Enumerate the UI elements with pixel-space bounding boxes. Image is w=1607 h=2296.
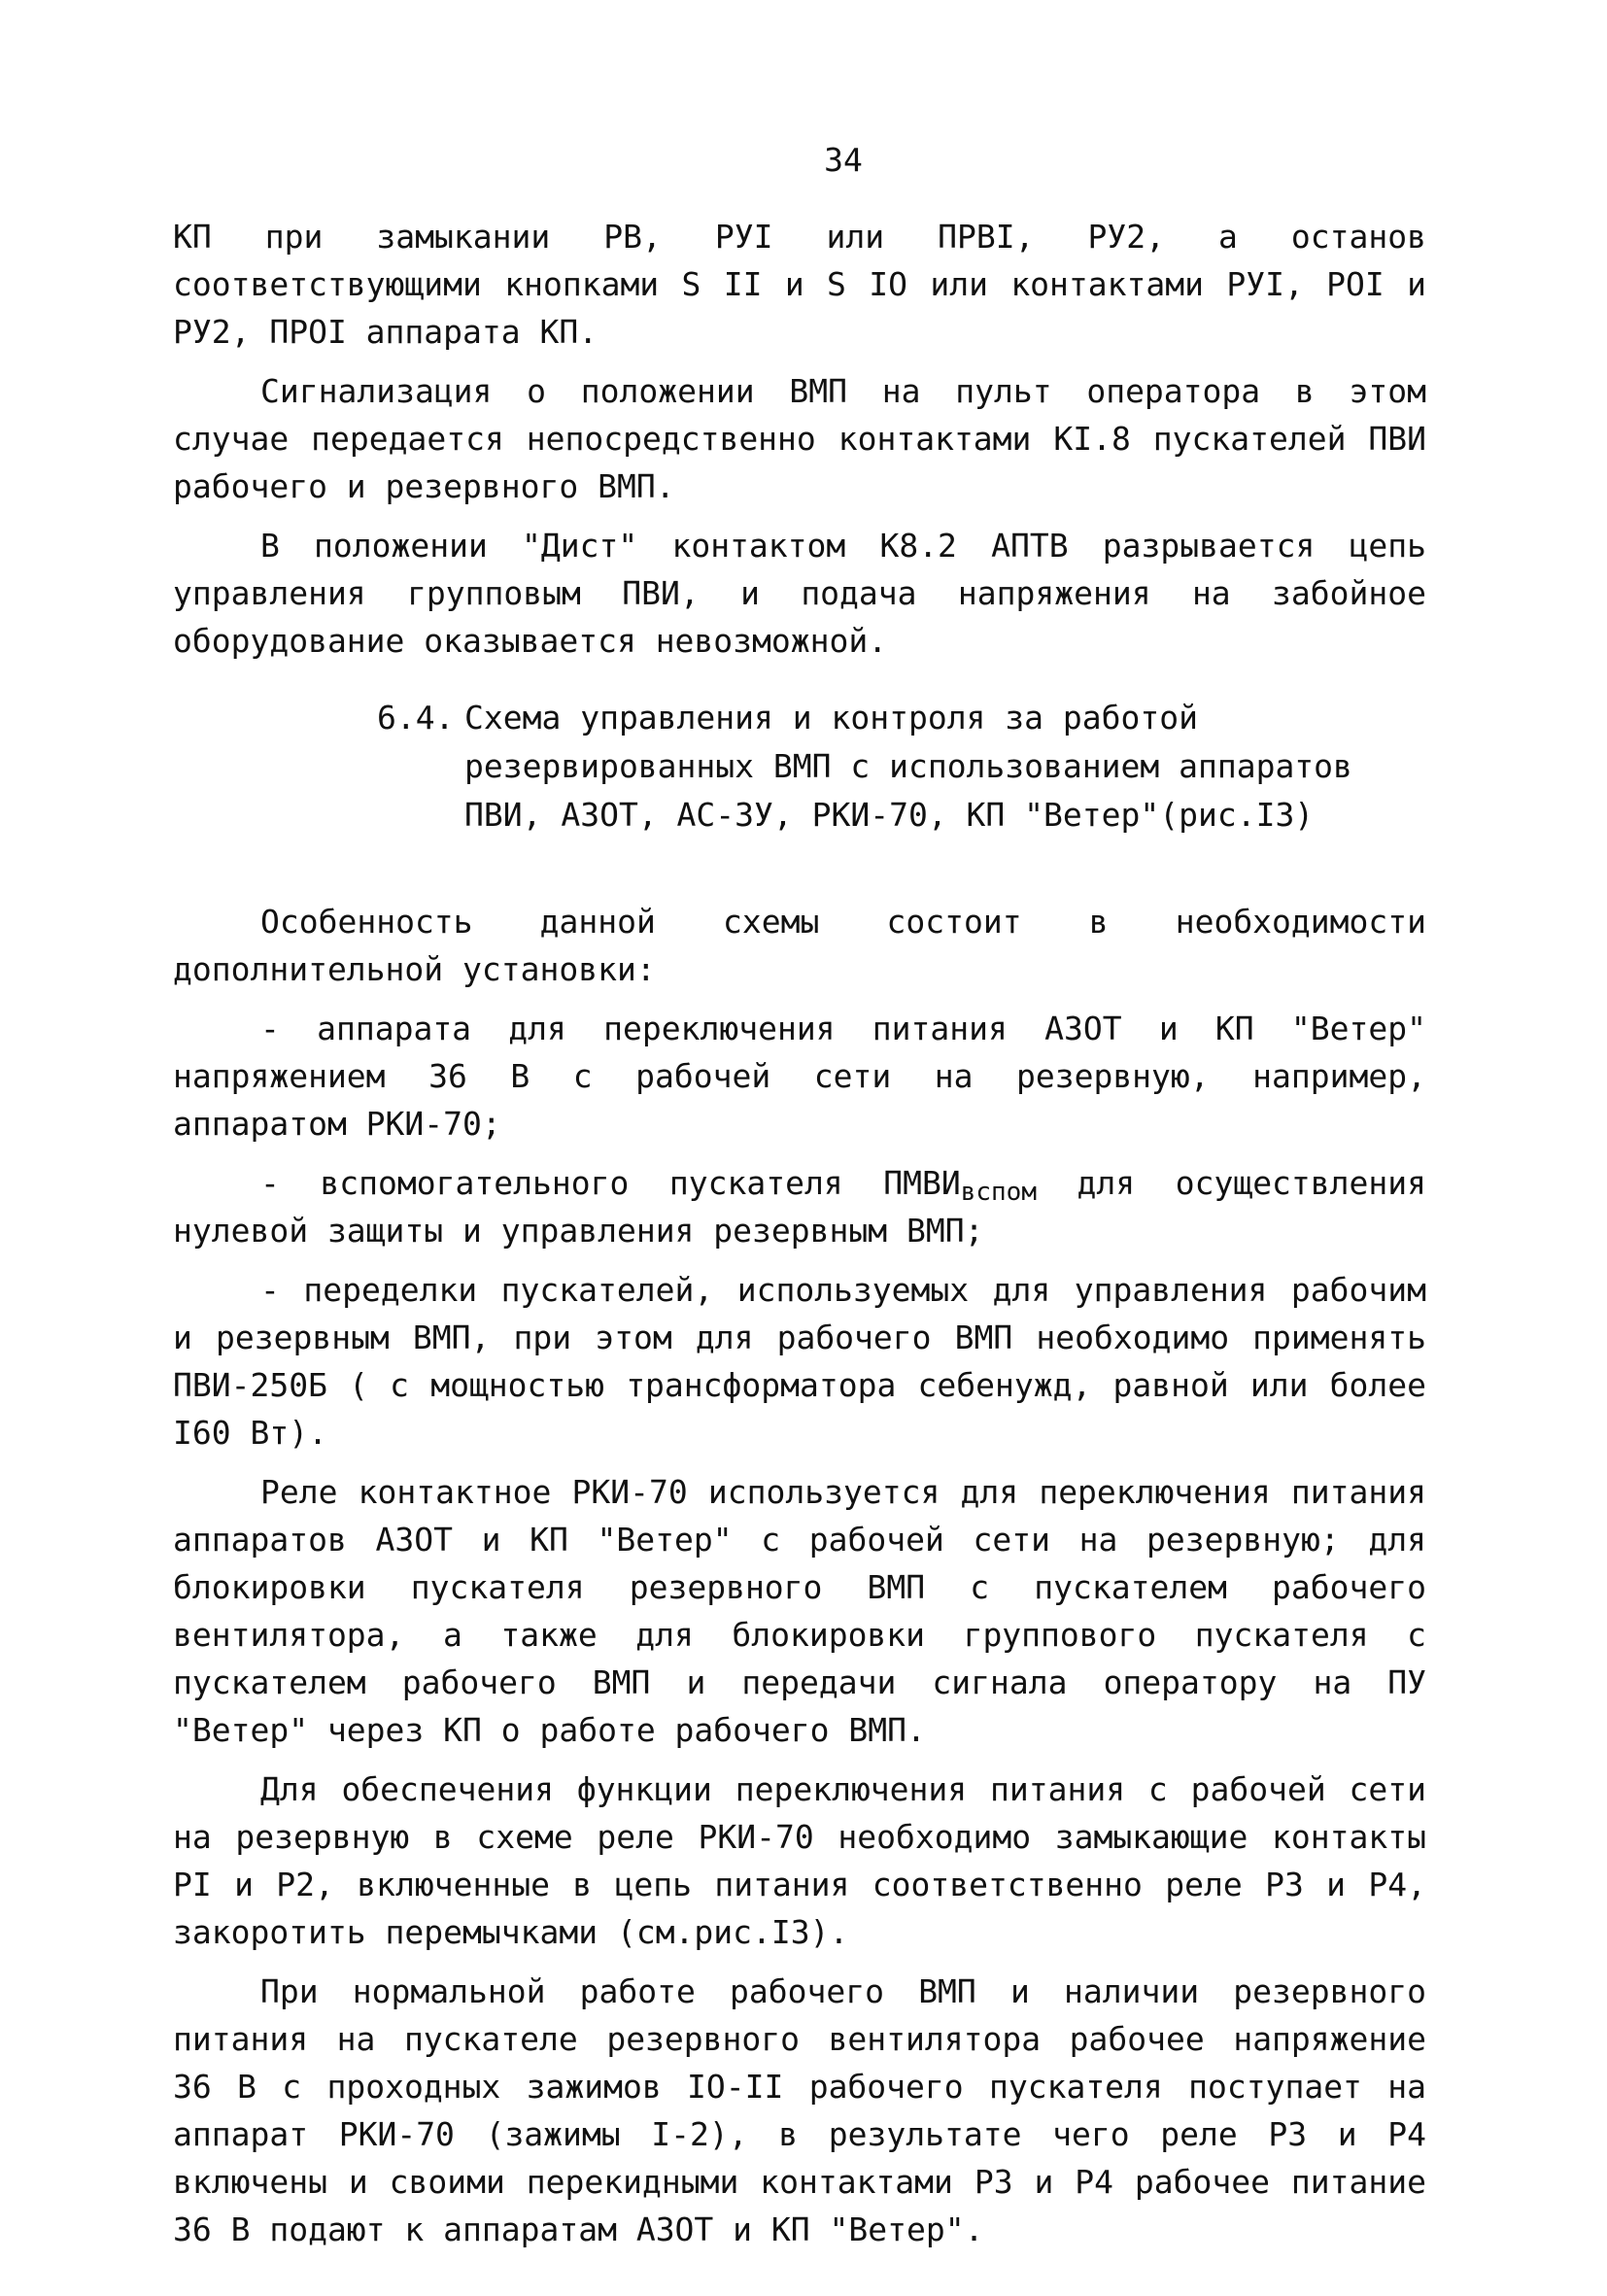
paragraph-6: Для обеспечения функции переключения питания с рабочей сети на резервную в схеме реле РКИ-70 необходимо замыкающие контакты РI и Р2, включенные в цепь питания соответственно реле Р3 и Р4, закоротить перемычками (см.рис.I3). xyxy=(173,1770,1426,1951)
document-page xyxy=(173,136,1426,2265)
section-number: 6.4. xyxy=(377,699,455,737)
page-number: 34 xyxy=(824,141,863,179)
list-item-3: - переделки пускателей, используемых для управления рабочим и резервным ВМП, при этом для рабочего ВМП необходимо применять ПВИ-250Б ( с мощностью трансформатора себенужд, равной или более I60 Вт). xyxy=(173,1271,1426,1452)
paragraph-7: При нормальной работе рабочего ВМП и наличии резервного питания на пускателе резервного вентилятора рабочее напряжение 36 В с проходных зажимов IO-II рабочего пускателя поступает на аппарат РКИ-70 (зажимы I-2), в результате чего реле Р3 и Р4 включены и своими перекидными контактами Р3 и Р4 рабочее питание 36 В подают к аппаратам АЗОТ и КП "Ветер". xyxy=(173,1972,1426,2248)
paragraph-3: В положении "Дист" контактом К8.2 АПТВ разрывается цепь управления групповым ПВИ, и подача напряжения на забойное оборудование оказывается невозможной. xyxy=(173,527,1426,660)
paragraph-2: Сигнализация о положении ВМП на пульт оператора в этом случае передается непосредственно контактами КI.8 пускателей ПВИ рабочего и резервного ВМП. xyxy=(173,372,1426,505)
paragraph-1: КП при замыкании РВ, РУI или ПРВI, РУ2, а останов соответствующими кнопками S II и S IO или контактами РУI, РОI и РУ2, ПРОI аппарата КП. xyxy=(173,218,1426,351)
list-item-1: - аппарата для переключения питания АЗОТ и КП "Ветер" напряжением 36 В с рабочей сети на резервную, например, аппаратом РКИ-70; xyxy=(173,1010,1426,1143)
list-item-2 xyxy=(173,1159,1426,1254)
list-item-2-text-start: - вспомогательного пускателя ПМВИ xyxy=(260,1164,961,1202)
section-heading xyxy=(173,694,1426,840)
subscript-vspom: вспом xyxy=(960,1178,1037,1207)
paragraph-5: Реле контактное РКИ-70 используется для переключения питания аппаратов АЗОТ и КП "Ветер" с рабочей сети на резервную; для блокировки пускателя резервного ВМП с пускателем рабочего вентилятора, а также для блокировки группового пускателя с пускателем рабочего ВМП и передачи сигнала оператору на ПУ "Ветер" через КП о работе рабочего ВМП. xyxy=(173,1473,1426,1749)
list-item-2-text-end: для осуществления нулевой защиты и управления резервным ВМП; xyxy=(173,1164,1426,1250)
paragraph-4: Особенность данной схемы состоит в необходимости дополнительной установки: xyxy=(173,903,1426,988)
section-title: Схема управления и контроля за работой резервированных ВМП с использованием аппаратов ПВИ, АЗОТ, АС-ЗУ, РКИ-70, КП "Ветер"(рис.I3) xyxy=(464,699,1352,834)
